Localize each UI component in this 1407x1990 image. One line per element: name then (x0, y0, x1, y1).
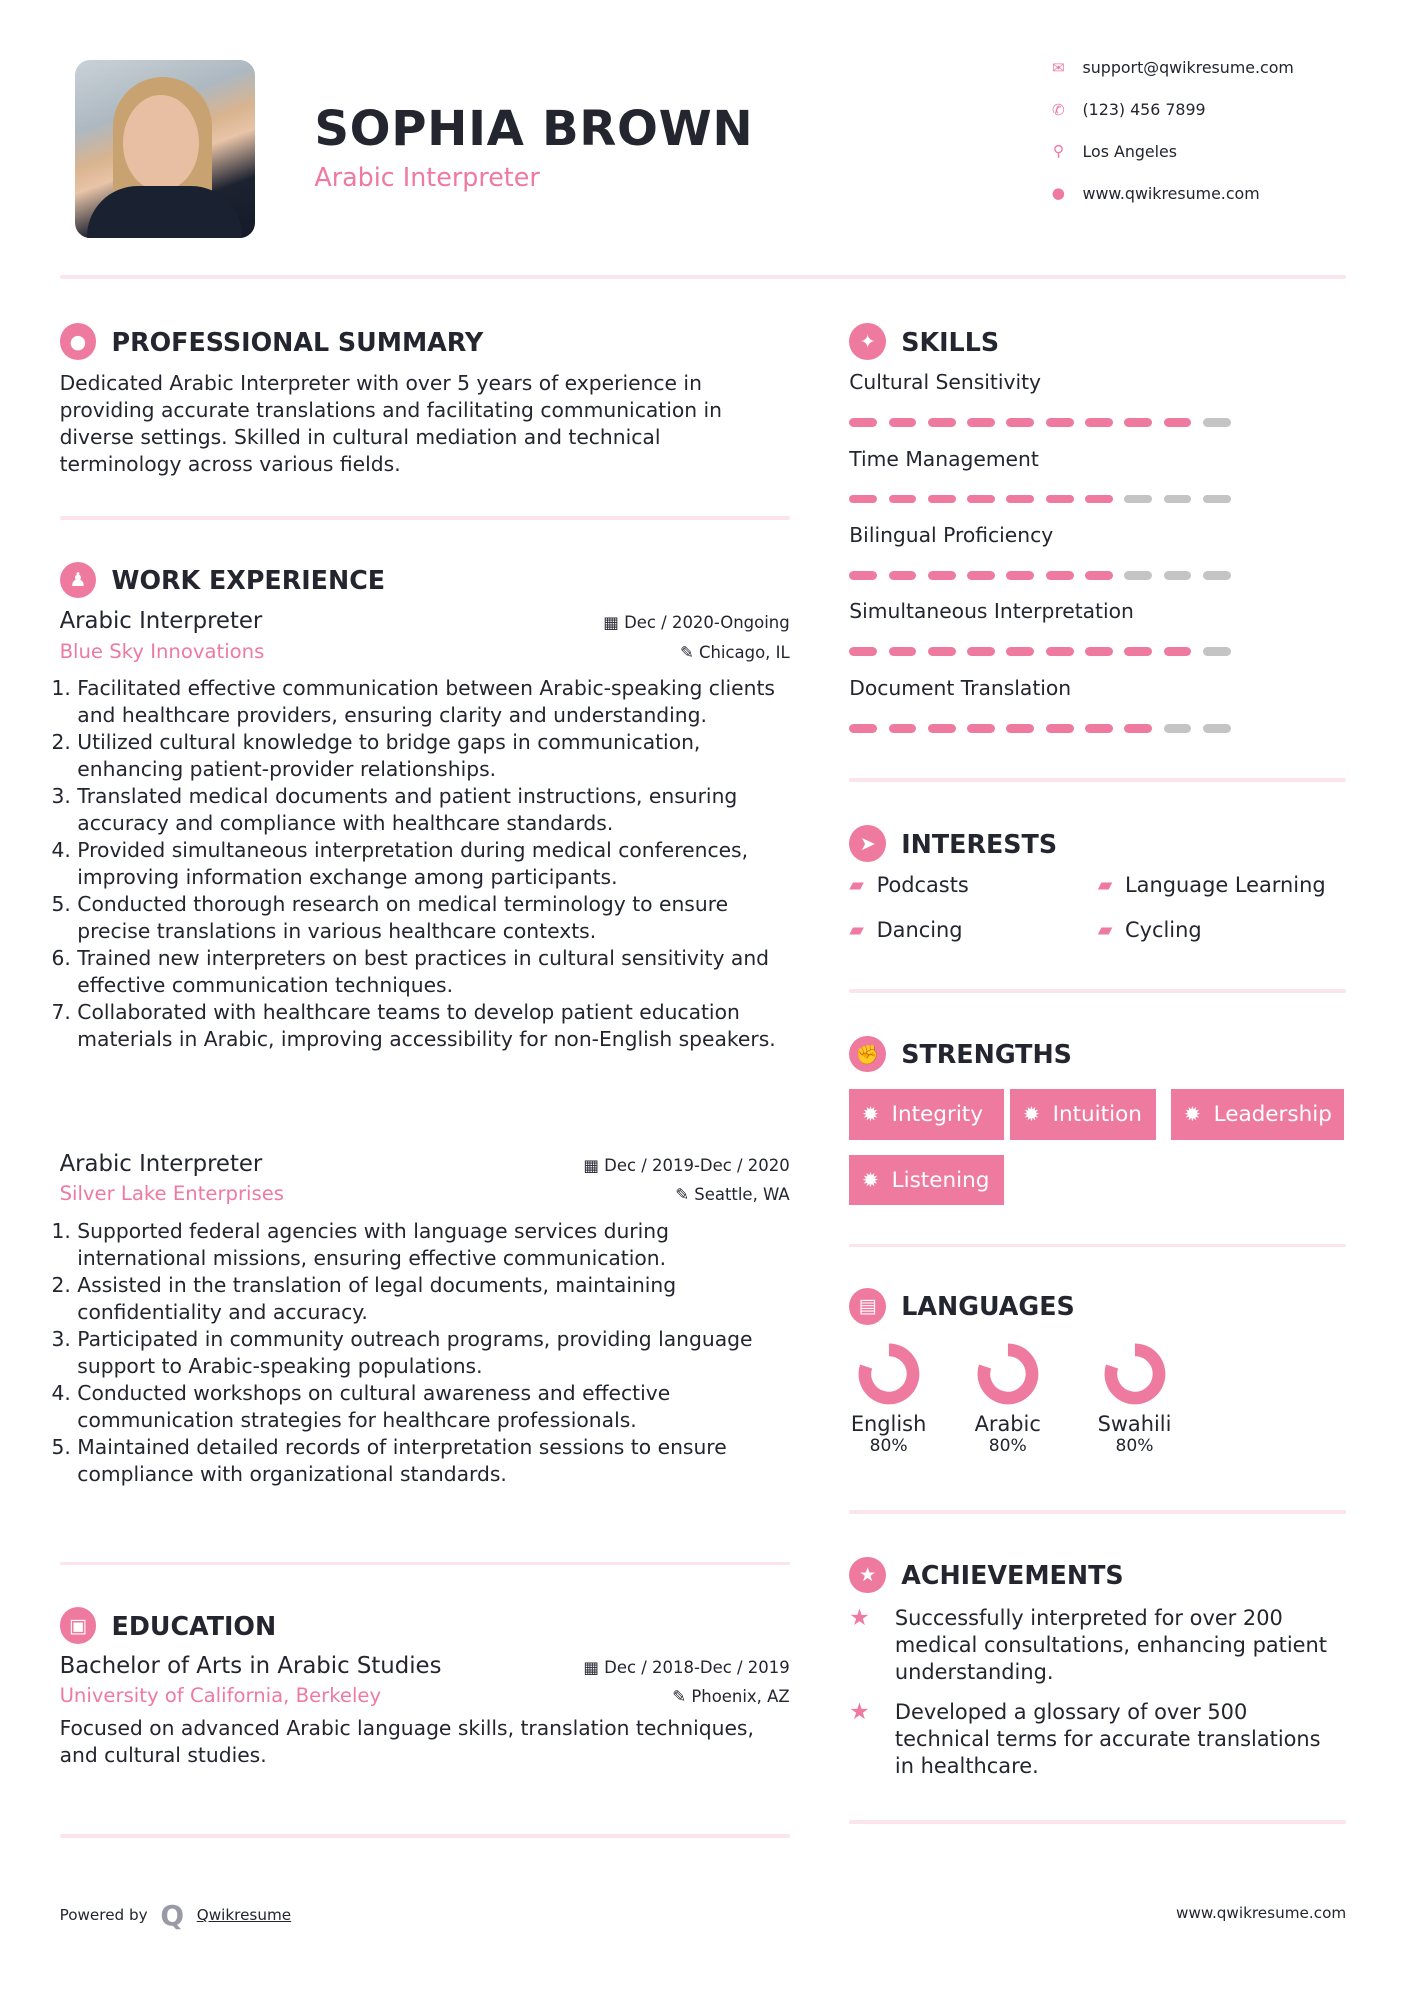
skill-dash (1085, 724, 1113, 733)
skill-item (849, 599, 1230, 675)
experience-heading: ♟ WORK EXPERIENCE (60, 562, 386, 599)
lightbulb-icon: ✦ (849, 323, 886, 360)
list-item: 3. Translated medical documents and patient instructions, ensuring accuracy and compliance with healthcare standards. (77, 783, 789, 837)
summary-text: Dedicated Arabic Interpreter with over 5 years of experience in providing accurate translations and facilitating communication in diverse settings. Skilled in cultural mediation and technical terminology across various fields. (59, 371, 722, 477)
job-bullets (60, 675, 790, 1053)
section-divider (849, 1820, 1346, 1824)
skill-dash (1006, 571, 1034, 580)
list-item: 1. Facilitated effective communication between Arabic-speaking clients and healthcare providers, ensuring clarity and understanding. (77, 675, 789, 729)
section-divider (849, 1510, 1346, 1514)
skill-dash (1085, 571, 1113, 580)
skill-item (849, 523, 1230, 599)
skill-label: Simultaneous Interpretation (849, 599, 1134, 624)
job-date: ▦ Dec / 2020-Ongoing (603, 613, 790, 633)
profile-photo (75, 60, 255, 239)
language-card-icon: ▤ (849, 1288, 886, 1325)
skill-dash (1203, 724, 1231, 733)
achievement-item: ★ Developed a glossary of over 500 technical terms for accurate translations in healthcare. (849, 1698, 1321, 1778)
list-item: 3. Participated in community outreach programs, providing language support to Arabic-speaking populations. (77, 1326, 789, 1380)
skill-label: Cultural Sensitivity (849, 370, 1042, 395)
calendar-icon: ▦ (583, 1657, 605, 1677)
qwikresume-link[interactable]: Qwikresume (196, 1906, 292, 1925)
skill-dash (928, 724, 956, 733)
list-item: 5. Maintained detailed records of interpretation sessions to ensure compliance with organizational standards. (77, 1434, 789, 1488)
interest-item: ▰ Language Learning (1097, 873, 1326, 898)
skills-list (849, 370, 1230, 752)
calendar-icon: ▦ (583, 1155, 605, 1175)
interest-item: ▰ Dancing (849, 917, 963, 942)
skill-label: Document Translation (849, 675, 1072, 700)
school: University of California, Berkeley (59, 1684, 382, 1707)
interests-heading: ➤ INTERESTS (849, 825, 1057, 862)
skill-dash (967, 647, 995, 656)
list-item: 4. Conducted workshops on cultural awareness and effective communication strategies for healthcare professionals. (77, 1380, 789, 1434)
skill-dash (1203, 571, 1231, 580)
language-donut-arc (864, 1350, 912, 1398)
graduation-icon: ▣ (60, 1607, 97, 1644)
job-company: Silver Lake Enterprises (59, 1182, 285, 1206)
skill-rating (849, 571, 1230, 580)
location-pin-icon: ⚲ (1052, 142, 1064, 161)
skill-dash (928, 647, 956, 656)
footer-site[interactable]: www.qwikresume.com (1176, 1903, 1347, 1922)
skill-label: Bilingual Proficiency (849, 522, 1054, 547)
user-icon: ● (60, 323, 97, 360)
globe-icon: ● (1051, 184, 1066, 203)
skill-dash (849, 418, 877, 427)
skill-dash (849, 724, 877, 733)
language-item: English 80% (838, 1341, 939, 1456)
star-badge-icon: ★ (849, 1557, 886, 1594)
job-company: Blue Sky Innovations (59, 639, 265, 663)
fist-icon: ✊ (849, 1036, 886, 1073)
education-heading: ▣ EDUCATION (60, 1607, 277, 1644)
star-icon: ★ (849, 1698, 870, 1725)
skill-dash (967, 418, 995, 427)
job-entry (60, 1151, 790, 1488)
degree: Bachelor of Arts in Arabic Studies (59, 1652, 442, 1679)
languages-heading: ▤ LANGUAGES (849, 1288, 1075, 1325)
skill-dash (889, 495, 917, 504)
list-item: 2. Assisted in the translation of legal documents, maintaining confidentiality and accuracy. (77, 1272, 789, 1326)
badge-icon: ✹ (861, 1168, 879, 1193)
contact-location: ⚲ Los Angeles (1050, 142, 1177, 161)
list-item: 5. Conducted thorough research on medical terminology to ensure precise translations in various healthcare contexts. (77, 891, 789, 945)
skill-dash (1124, 724, 1152, 733)
skill-rating (849, 724, 1230, 733)
summary-heading: ● PROFESSIONAL SUMMARY (60, 323, 484, 360)
education-date: ▦ Dec / 2018-Dec / 2019 (583, 1657, 790, 1677)
skill-dash (1046, 418, 1074, 427)
skill-item (849, 370, 1230, 446)
skill-dash (889, 724, 917, 733)
education-entry (60, 1653, 790, 1769)
list-item: 6. Trained new interpreters on best practices in cultural sensitivity and effective communication techniques. (77, 945, 789, 999)
job-title: Arabic Interpreter (59, 1150, 263, 1177)
list-item: 7. Collaborated with healthcare teams to develop patient education materials in Arabic, improving accessibility for non-English speakers. (77, 999, 789, 1053)
interest-item: ▰ Cycling (1097, 917, 1202, 942)
language-item: Swahili 80% (1084, 1341, 1185, 1456)
skill-rating (849, 495, 1230, 504)
job-title: Arabic Interpreter (59, 608, 263, 635)
strengths-heading: ✊ STRENGTHS (849, 1036, 1072, 1073)
skill-dash (967, 724, 995, 733)
skill-item (849, 676, 1230, 752)
section-divider (60, 1834, 790, 1838)
skill-dash (1164, 724, 1192, 733)
skill-dash (1164, 647, 1192, 656)
candidate-name: SOPHIA BROWN (314, 101, 754, 158)
book-icon: ▰ (849, 874, 864, 897)
education-description: Focused on advanced Arabic language skills, translation techniques, and cultural studies. (59, 1715, 754, 1767)
skill-dash (1164, 418, 1192, 427)
skill-dash (1124, 647, 1152, 656)
book-icon: ▰ (849, 918, 864, 941)
skill-dash (1006, 418, 1034, 427)
skill-dash (928, 418, 956, 427)
strength-chip: ✹ Leadership (1171, 1089, 1343, 1140)
skill-dash (1046, 571, 1074, 580)
skill-dash (1124, 418, 1152, 427)
language-donut-arc (1110, 1350, 1158, 1398)
job-entry (60, 608, 790, 1053)
skill-dash (1006, 647, 1034, 656)
skill-rating (849, 647, 1230, 656)
skill-dash (1164, 495, 1192, 504)
strength-chip: ✹ Integrity (849, 1089, 1004, 1140)
section-divider (60, 1562, 790, 1566)
skill-dash (849, 571, 877, 580)
section-divider (849, 778, 1346, 782)
skill-dash (849, 647, 877, 656)
job-date: ▦ Dec / 2019-Dec / 2020 (583, 1155, 790, 1175)
skill-dash (1124, 571, 1152, 580)
skill-dash (1006, 495, 1034, 504)
contact-email[interactable]: ✉ support@qwikresume.com (1050, 58, 1294, 77)
book-icon: ▰ (1097, 874, 1113, 897)
qwikresume-logo-icon: Q (160, 1898, 185, 1932)
language-donut (1102, 1341, 1168, 1407)
pin-icon: ✎ (679, 642, 699, 662)
achievements-heading: ★ ACHIEVEMENTS (849, 1557, 1123, 1594)
skill-dash (928, 571, 956, 580)
skill-dash (967, 495, 995, 504)
badge-icon: ✹ (1022, 1102, 1040, 1127)
skill-dash (1046, 724, 1074, 733)
list-item: 4. Provided simultaneous interpretation during medical conferences, improving information exchange among participants. (77, 837, 789, 891)
strength-chip: ✹ Intuition (1010, 1089, 1156, 1140)
language-item: Arabic 80% (957, 1341, 1058, 1456)
mail-icon: ✉ (1052, 58, 1065, 77)
badge-icon: ✹ (861, 1102, 879, 1127)
job-location: ✎ Seattle, WA (675, 1185, 790, 1205)
language-donut-arc (984, 1350, 1032, 1398)
achievement-item: ★ Successfully interpreted for over 200 medical consultations, enhancing patient understanding. (849, 1604, 1327, 1684)
skills-heading: ✦ SKILLS (849, 323, 999, 360)
section-divider (60, 516, 790, 520)
section-divider (849, 1244, 1346, 1248)
skill-dash (1164, 571, 1192, 580)
list-item: 1. Supported federal agencies with language services during international missions, ensuring effective communication. (77, 1218, 789, 1272)
book-icon: ▰ (1097, 918, 1113, 941)
education-location: ✎ Phoenix, AZ (672, 1687, 790, 1706)
list-item: 2. Utilized cultural knowledge to bridge gaps in communication, enhancing patient-provider relationships. (77, 729, 789, 783)
star-icon: ★ (849, 1604, 870, 1631)
job-bullets (60, 1218, 790, 1488)
skill-dash (1085, 647, 1113, 656)
contact-phone: ✆ (123) 456 7899 (1050, 100, 1206, 119)
language-donut (975, 1341, 1041, 1407)
language-donut (856, 1341, 922, 1407)
skill-dash (849, 495, 877, 504)
candidate-title: Arabic Interpreter (314, 162, 540, 193)
strength-chip: ✹ Listening (849, 1155, 1004, 1206)
skill-dash (889, 647, 917, 656)
paper-plane-icon: ➤ (849, 825, 886, 862)
calendar-icon: ▦ (603, 613, 625, 633)
pin-icon: ✎ (672, 1687, 692, 1706)
interest-item: ▰ Podcasts (849, 873, 969, 898)
skill-rating (849, 418, 1230, 427)
skill-item (849, 447, 1230, 523)
skill-dash (889, 418, 917, 427)
job-location: ✎ Chicago, IL (679, 642, 790, 662)
skill-dash (1006, 724, 1034, 733)
briefcase-icon: ♟ (60, 562, 97, 599)
skill-dash (1046, 647, 1074, 656)
skill-dash (1203, 495, 1231, 504)
contact-website[interactable]: ● www.qwikresume.com (1050, 184, 1260, 203)
phone-icon: ✆ (1052, 100, 1065, 119)
skill-dash (967, 571, 995, 580)
badge-icon: ✹ (1183, 1102, 1201, 1127)
skill-dash (1124, 495, 1152, 504)
section-divider (849, 989, 1346, 993)
pin-icon: ✎ (675, 1185, 695, 1205)
skill-dash (1085, 418, 1113, 427)
skill-dash (1203, 418, 1231, 427)
footer-powered-by: Powered by Q Qwikresume (59, 1898, 292, 1932)
skill-dash (1046, 495, 1074, 504)
skill-dash (928, 495, 956, 504)
skill-label: Time Management (849, 446, 1039, 471)
header-divider (60, 275, 1347, 279)
skill-dash (889, 571, 917, 580)
skill-dash (1203, 647, 1231, 656)
skill-dash (1085, 495, 1113, 504)
